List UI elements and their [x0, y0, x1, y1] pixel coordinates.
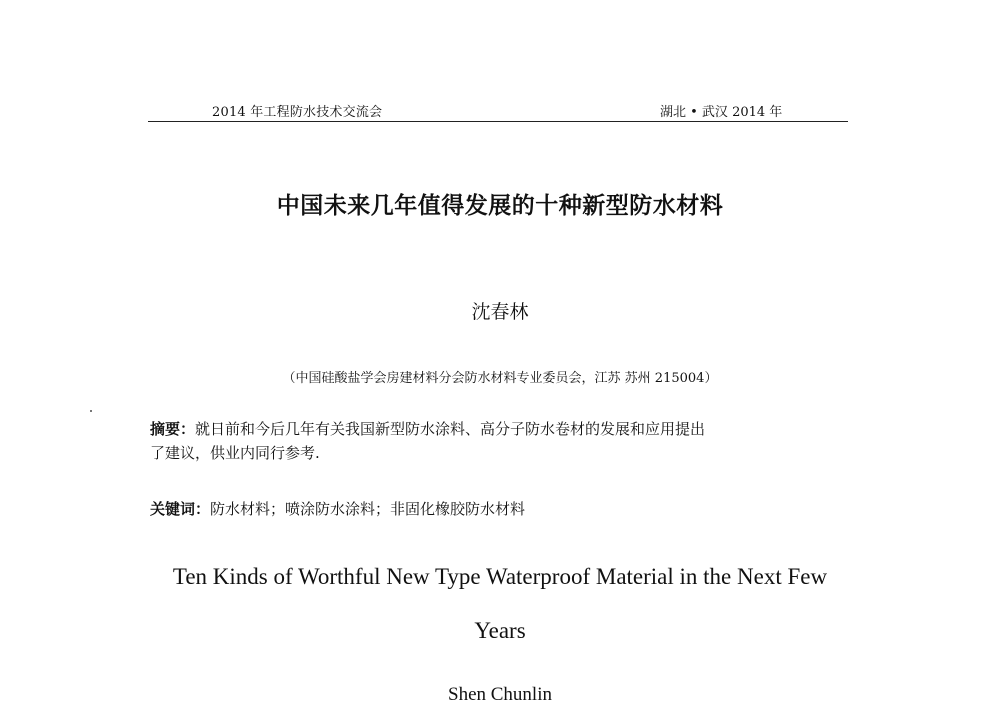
keywords	[150, 498, 810, 519]
abstract-text-1: 就日前和今后几年有关我国新型防水涂料、高分子防水卷材的发展和应用提出	[195, 420, 706, 438]
author-affiliation: （中国硅酸盐学会房建材料分会防水材料专业委员会，江苏 苏州 215004）	[282, 371, 718, 386]
abstract-label: 摘要：	[150, 420, 196, 438]
header-rule	[148, 121, 848, 122]
abstract-line-1	[150, 417, 810, 441]
english-author-name: Shen Chunlin	[448, 684, 552, 705]
english-title-line-1: Ten Kinds of Worthful New Type Waterproof Material in the Next Few	[172, 564, 828, 589]
abstract	[150, 417, 810, 465]
abstract-line-2: 了建议，供业内同行参考.	[150, 444, 320, 462]
keywords-text: 防水材料；喷涂防水涂料；非固化橡胶防水材料	[210, 500, 526, 518]
running-header-right: 湖北 • 武汉 2014 年	[660, 105, 783, 120]
author-name: 沈春林	[471, 301, 529, 323]
english-title-line-2: Years	[474, 618, 526, 643]
running-header-left: 2014 年工程防水技术交流会	[212, 105, 383, 120]
keywords-label: 关键词：	[150, 500, 211, 518]
scan-speck	[90, 410, 92, 412]
paper-title: 中国未来几年值得发展的十种新型防水材料	[276, 193, 724, 219]
